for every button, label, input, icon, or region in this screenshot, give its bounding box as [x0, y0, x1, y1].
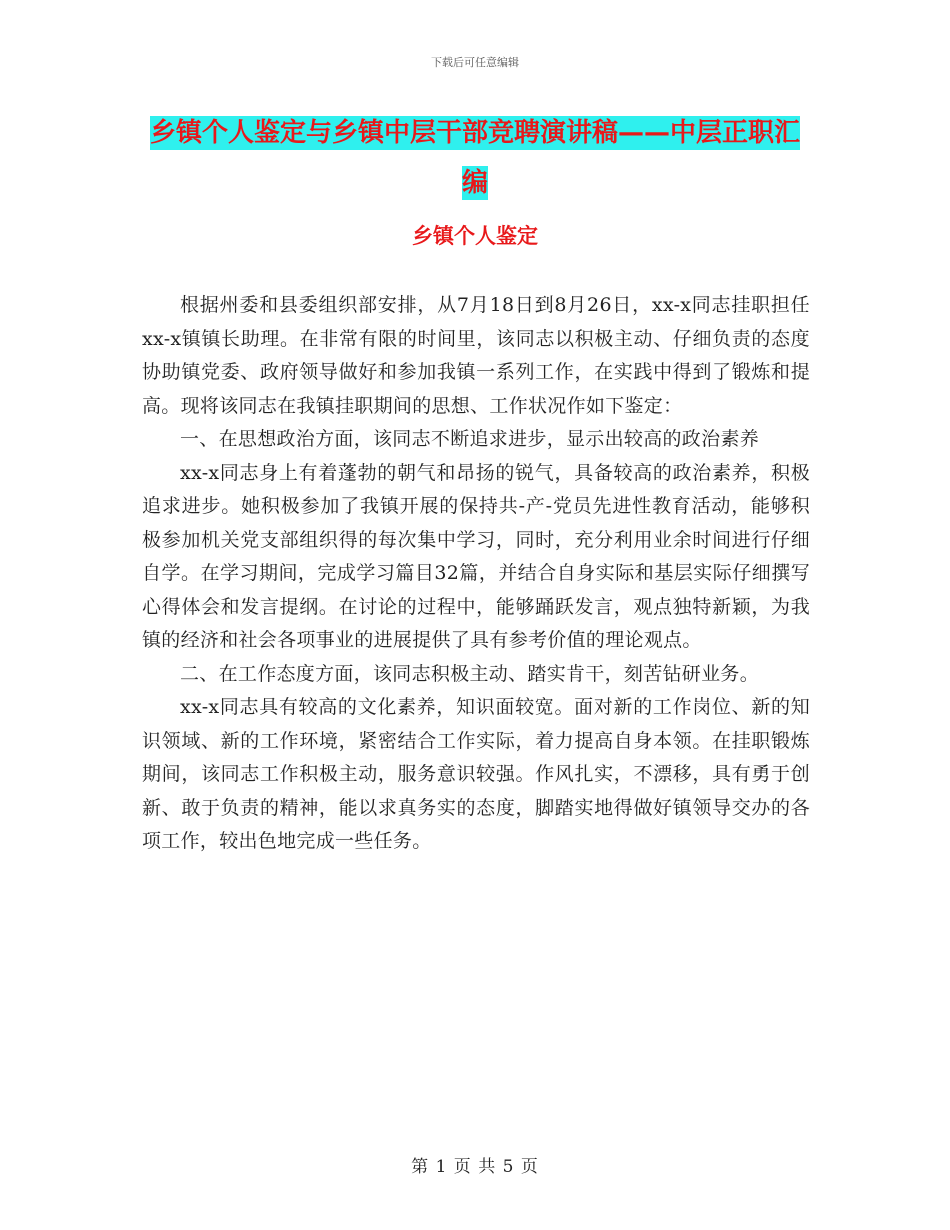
- document-title-text: 乡镇个人鉴定与乡镇中层干部竞聘演讲稿——中层正职汇编: [150, 118, 801, 198]
- paragraph-intro: 根据州委和县委组织部安排，从7月18日到8月26日，xx-x同志挂职担任xx-x镇镇长助理。在非常有限的时间里，该同志以积极主动、仔细负责的态度协助镇党委、政府领导做好和参加我镇一系列工作，在实践中得到了锻炼和提高。现将该同志在我镇挂职期间的思想、工作状况作如下鉴定：: [142, 294, 810, 417]
- page-header-note: 下载后可任意编辑: [431, 56, 519, 69]
- paragraph-heading-political: 一、在思想政治方面，该同志不断追求进步，显示出较高的政治素养: [180, 428, 760, 450]
- paragraph-heading-attitude: 二、在工作态度方面，该同志积极主动、踏实肯干，刻苦钻研业务。: [180, 662, 760, 685]
- document-body: [142, 289, 810, 859]
- document-title: [150, 108, 800, 208]
- paragraph-attitude: xx-x同志具有较高的文化素养，知识面较宽。面对新的工作岗位、新的知识领域、新的工作环境，紧密结合工作实际，着力提高自身本领。在挂职锻炼期间，该同志工作积极主动，服务意识较强。作风扎实，不漂移，具有勇于创新、敢于负责的精神，能以求真务实的态度，脚踏实地得做好镇领导交办的各项工作，较出色地完成一些任务。: [142, 696, 810, 852]
- page-footer: 第 1 页 共 5 页: [411, 1157, 539, 1177]
- section-title: 乡镇个人鉴定: [412, 224, 538, 248]
- paragraph-political: xx-x同志身上有着蓬勃的朝气和昂扬的锐气，具备较高的政治素养，积极追求进步。她积极参加了我镇开展的保持共-产-党员先进性教育活动，能够积极参加机关党支部组织得的每次集中学习，同时，充分利用业余时间进行仔细自学。在学习期间，完成学习篇目32篇，并结合自身实际和基层实际仔细撰写心得体会和发言提纲。在讨论的过程中，能够踊跃发言，观点独特新颖，为我镇的经济和社会各项事业的进展提供了具有参考价值的理论观点。: [142, 461, 810, 651]
